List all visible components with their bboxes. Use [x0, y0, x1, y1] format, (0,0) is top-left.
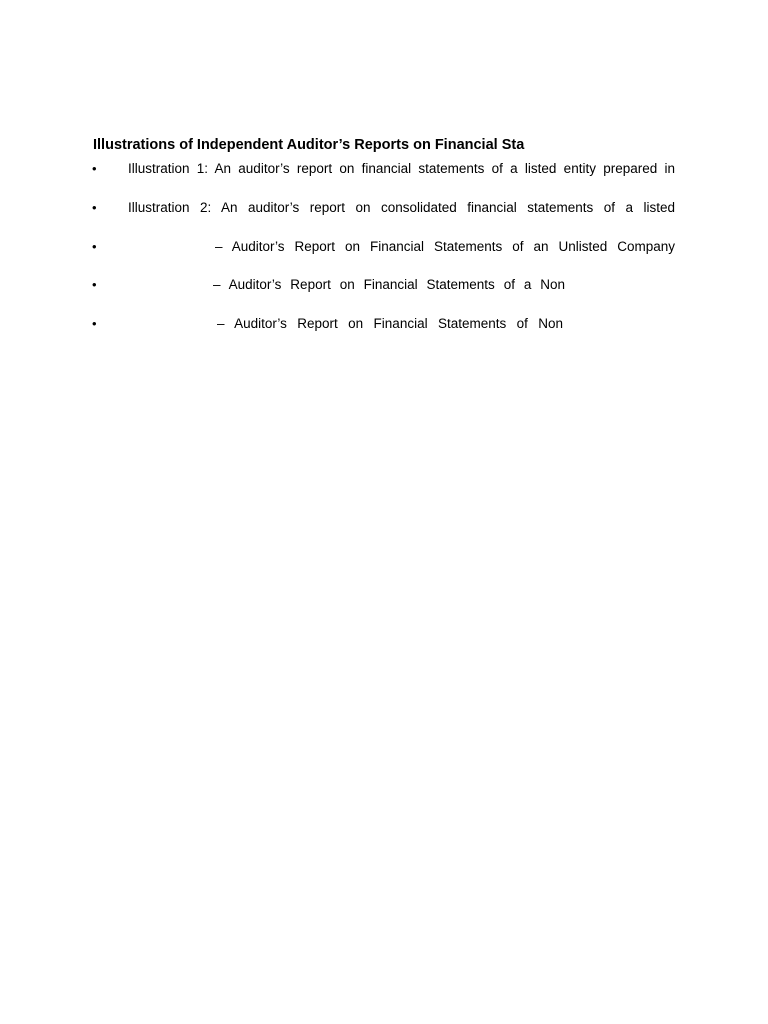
- list-item: [0, 314, 768, 334]
- list-item: [0, 198, 768, 218]
- bullet-icon: •: [92, 316, 97, 331]
- list-item-text: Illustration 2: An auditor’s report on consolidated financial statements of a listed: [128, 200, 675, 215]
- bullet-icon: •: [92, 239, 97, 254]
- document-heading: Illustrations of Independent Auditor’s Reports on Financial Sta: [93, 137, 525, 153]
- list-item-text: – Auditor’s Report on Financial Statements of a Non: [213, 277, 565, 292]
- list-item-text: – Auditor’s Report on Financial Statements of Non: [217, 316, 563, 331]
- bullet-icon: •: [92, 277, 97, 292]
- list-item-text: – Auditor’s Report on Financial Statements of an Unlisted Company: [215, 239, 675, 254]
- bullet-icon: •: [92, 161, 97, 176]
- list-item: [0, 237, 768, 257]
- bullet-icon: •: [92, 200, 97, 215]
- list-item: [0, 275, 768, 295]
- list-item: [0, 159, 768, 179]
- list-item-text: Illustration 1: An auditor’s report on financial statements of a listed entity prepared in: [128, 161, 675, 176]
